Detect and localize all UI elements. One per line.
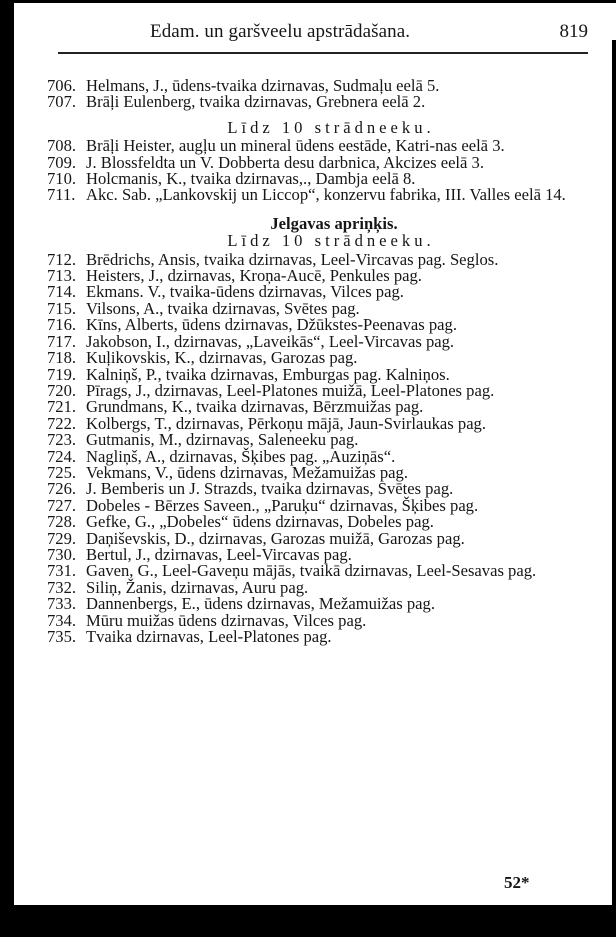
entry-number: 717.: [47, 331, 77, 351]
page-number: 819: [559, 21, 588, 42]
entry-number: 730.: [47, 544, 77, 564]
entry-text: Daņiševskis, D., dzirnavas, Garozas muižā, Garozas pag.: [86, 528, 465, 548]
entry-number: 726.: [47, 479, 77, 499]
scan-border-bottom: [0, 905, 616, 937]
header-rule: [58, 52, 588, 54]
entry-text: Vekmans, V., ūdens dzirnavas, Mežamuižas pag.: [86, 462, 408, 482]
entry-number: 710.: [47, 169, 77, 189]
page-body: [47, 78, 595, 645]
list-item: [47, 187, 595, 203]
entry-text: Kalniņš, P., tvaika dzirnavas, Emburgas pag. Kalniņos.: [86, 364, 450, 384]
entry-text: J. Blossfeldta un V. Dobberta desu darbnica, Akcizes eelā 3.: [86, 152, 484, 172]
entry-number: 714.: [47, 282, 77, 302]
entry-number: 707.: [47, 92, 77, 112]
entry-number: 706.: [47, 76, 77, 95]
entry-text: J. Bemberis un J. Strazds, tvaika dzirnavas, Svētes pag.: [86, 479, 454, 499]
entry-text: Akc. Sab. „Lankovskij un Liccop“, konzervu fabrika, III. Valles eelā 14.: [86, 185, 566, 205]
list-item: [47, 629, 595, 645]
entry-number: 711.: [47, 185, 76, 205]
entry-number: 729.: [47, 528, 77, 548]
entry-text: Brāļi Eulenberg, tvaika dzirnavas, Grebnera eelā 2.: [86, 92, 426, 112]
entry-text: Siliņ, Žanis, dzirnavas, Auru pag.: [86, 577, 309, 597]
entry-text: Jakobson, I., dzirnavas, „Laveikās“, Leel-Vircavas pag.: [86, 331, 455, 351]
entry-text: Brāļi Heister, augļu un mineral ūdens eestāde, Katri-nas eelā 3.: [86, 136, 505, 156]
entry-number: 720.: [47, 380, 77, 400]
entry-text: Tvaika dzirnavas, Leel-Platones pag.: [86, 627, 332, 646]
entry-text: Mūru muižas ūdens dzirnavas, Vilces pag.: [86, 610, 367, 630]
entry-number: 733.: [47, 594, 77, 614]
scan-border-right: [612, 40, 616, 937]
entry-number: 713.: [47, 266, 77, 286]
entry-text: Bertul, J., dzirnavas, Leel-Vircavas pag.: [86, 544, 352, 564]
entry-number: 725.: [47, 462, 77, 482]
entry-text: Dannenbergs, E., ūdens dzirnavas, Mežamuižas pag.: [86, 594, 435, 614]
section-subheading: Līdz 10 strādneeku.: [227, 231, 435, 251]
entry-number: 728.: [47, 512, 77, 532]
entry-text: Vilsons, A., tvaika dzirnavas, Svētes pag.: [86, 298, 360, 318]
entry-text: Kolbergs, T., dzirnavas, Pērkoņu mājā, Jaun-Svirlaukas pag.: [86, 413, 487, 433]
scan-border-left: [0, 0, 14, 937]
entry-text: Pīrags, J., dzirnavas, Leel-Platones muižā, Leel-Platones pag.: [86, 380, 495, 400]
entry-text: Helmans, J., ūdens-tvaika dzirnavas, Sudmaļu eelā 5.: [86, 76, 440, 95]
entry-number: 734.: [47, 610, 77, 630]
entry-number: 712.: [47, 249, 77, 269]
running-header: [60, 18, 588, 44]
entry-number: 732.: [47, 577, 77, 597]
entry-number: 708.: [47, 136, 77, 156]
entry-text: Kuļikovskis, K., dzirnavas, Garozas pag.: [86, 348, 358, 368]
entry-text: Nagliņš, A., dzirnavas, Šķibes pag. „Auziņās“.: [86, 446, 396, 466]
entry-number: 719.: [47, 364, 77, 384]
entry-number: 721.: [47, 397, 77, 417]
section-heading: Jelgavas apriņķis.: [270, 213, 398, 233]
entry-number: 715.: [47, 298, 77, 318]
signature-mark: 52*: [504, 873, 530, 892]
entry-text: Brēdrichs, Ansis, tvaika dzirnavas, Leel-Vircavas pag. Seglos.: [86, 249, 499, 269]
entry-text: Dobeles - Bērzes Saveen., „Paruķu“ dzirnavas, Šķibes pag.: [86, 495, 479, 515]
entry-number: 722.: [47, 413, 77, 433]
section-subheading: Līdz 10 strādneeku.: [227, 117, 435, 137]
entry-text: Ekmans. V., tvaika-ūdens dzirnavas, Vilces pag.: [86, 282, 404, 302]
entry-number: 735.: [47, 627, 77, 646]
entry-text: Grundmans, K., tvaika dzirnavas, Bērzmuižas pag.: [86, 397, 424, 417]
scan-border-top: [14, 0, 616, 3]
entry-number: 724.: [47, 446, 77, 466]
entry-number: 731.: [47, 561, 77, 581]
entry-text: Gutmanis, M., dzirnavas, Saleneeku pag.: [86, 430, 359, 450]
list-item: [47, 94, 595, 110]
entry-text: Holcmanis, K., tvaika dzirnavas,., Dambja eelā 8.: [86, 169, 416, 189]
entry-number: 727.: [47, 495, 77, 515]
entry-text: Kīns, Alberts, ūdens dzirnavas, Džūkstes-Peenavas pag.: [86, 315, 457, 335]
entry-list: [47, 249, 595, 646]
entry-text: Gaven, G., Leel-Gaveņu mājās, tvaikā dzirnavas, Leel-Sesavas pag.: [86, 561, 537, 581]
entry-text: Gefke, G., „Dobeles“ ūdens dzirnavas, Dobeles pag.: [86, 512, 434, 532]
entry-number: 716.: [47, 315, 77, 335]
entry-number: 718.: [47, 348, 77, 368]
running-title: Edam. un garšveelu apstrādašana.: [150, 21, 411, 42]
entry-text: Heisters, J., dzirnavas, Kroņa-Aucē, Penkules pag.: [86, 266, 422, 286]
entry-number: 723.: [47, 430, 77, 450]
entry-number: 709.: [47, 152, 77, 172]
